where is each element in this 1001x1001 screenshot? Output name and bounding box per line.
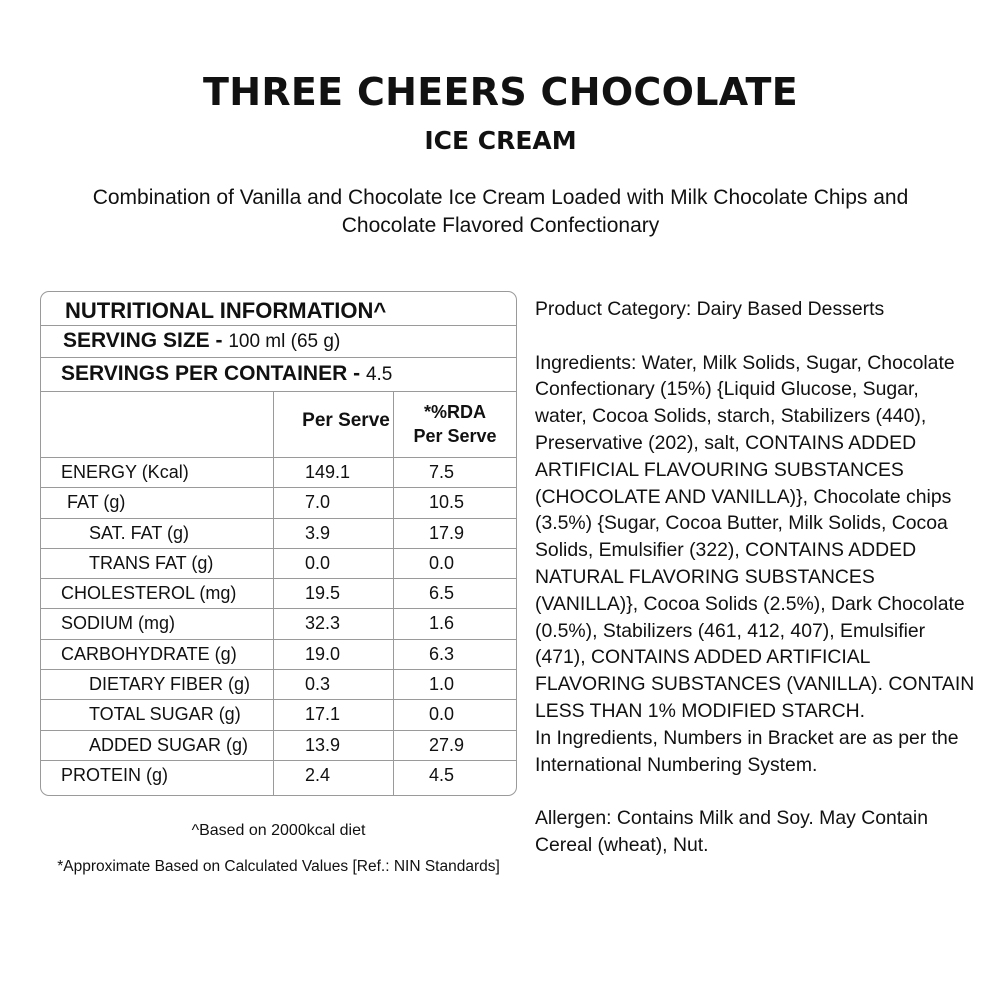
table-row: [41, 549, 516, 579]
table-row: [41, 700, 516, 730]
ins-note: In Ingredients, Numbers in Bracket are as per the International Numbering System.: [535, 726, 959, 776]
rda-value: 4.5: [429, 764, 455, 785]
rda-value: 27.9: [429, 734, 465, 755]
nutrition-rows: [41, 458, 516, 791]
per-serve-value: 19.5: [305, 583, 341, 604]
nutrient-label: DIETARY FIBER (g): [89, 674, 251, 695]
table-row: [41, 609, 516, 639]
product-category: Product Category: Dairy Based Desserts: [535, 298, 885, 320]
per-serve-value: 32.3: [305, 613, 341, 634]
allergen-text: Allergen: Contains Milk and Soy. May Contain Cereal (wheat), Nut.: [535, 807, 929, 856]
ingredients-text: Ingredients: Water, Milk Solids, Sugar, Chocolate Confectionary (15%) {Liquid Glucose, Sugar, water, Cocoa Solids, starch, Stabilizers (440), Preservative (202), salt, CONTAINS ADDED ARTIFICIAL FLAVOURING SUBSTANCES (CHOCOLATE AND VANILLA)}, Chocolate chips (3.5%) {Sugar, Cocoa Butter, Milk Solids, Cocoa Solids, Emulsifier (322), CONTAINS ADDED NATURAL FLAVORING SUBSTANCES (VANILLA)}, Cocoa Solids (2.5%), Dark Chocolate (0.5%), Stabilizers (461, 412, 407), Emulsifier (471), CONTAINS ADDED ARTIFICIAL FLAVORING SUBSTANCES (VANILLA). CONTAIN LESS THAN 1% MODIFIED STARCH.: [535, 351, 975, 722]
nutrient-label: SAT. FAT (g): [89, 522, 190, 543]
nutrient-label: CHOLESTEROL (mg): [61, 583, 237, 604]
nutrition-heading: NUTRITIONAL INFORMATION^: [65, 298, 387, 323]
per-serve-value: 2.4: [305, 764, 331, 785]
nutrient-label: FAT (g): [67, 492, 126, 513]
table-row: [41, 731, 516, 761]
per-serve-value: 19.0: [305, 643, 341, 664]
rda-value: 6.5: [429, 583, 455, 604]
per-serve-value: 13.9: [305, 734, 341, 755]
nutrient-label: CARBOHYDRATE (g): [61, 643, 237, 664]
column-header-row: [41, 392, 516, 458]
rda-value: 17.9: [429, 522, 465, 543]
rda-value: 0.0: [429, 552, 455, 573]
serving-size-row: [41, 326, 516, 358]
nutrient-label: TOTAL SUGAR (g): [89, 704, 241, 725]
nutrient-label: PROTEIN (g): [61, 764, 169, 785]
table-row: [41, 640, 516, 670]
nutrient-label: ENERGY (Kcal): [61, 462, 189, 482]
nutrient-label: ADDED SUGAR (g): [89, 734, 249, 755]
per-serve-value: 17.1: [305, 704, 341, 725]
serving-size-label: SERVING SIZE -: [63, 329, 223, 352]
table-row: [41, 519, 516, 549]
rda-header: [393, 400, 517, 448]
serving-size-value: 100 ml (65 g): [228, 331, 341, 352]
per-serve-header: Per Serve: [302, 410, 390, 431]
table-row: [41, 761, 516, 791]
product-subtitle: ICE CREAM: [424, 126, 577, 155]
per-serve-value: 149.1: [305, 462, 351, 482]
product-title: THREE CHEERS CHOCOLATE: [203, 70, 798, 114]
per-serve-value: 7.0: [305, 492, 331, 513]
nutrition-heading-row: [41, 292, 516, 326]
rda-value: 1.6: [429, 613, 455, 634]
servings-per-container-row: [41, 358, 516, 392]
nutrient-label: TRANS FAT (g): [89, 552, 214, 573]
product-details: [535, 296, 975, 859]
rda-value: 0.0: [429, 704, 455, 725]
per-serve-value: 0.0: [305, 552, 331, 573]
rda-header-line2: Per Serve: [413, 426, 497, 446]
nutrition-panel: [40, 291, 517, 796]
rda-header-line1: *%RDA: [423, 402, 486, 422]
per-serve-value: 3.9: [305, 522, 331, 543]
kcal-footnote: ^Based on 2000kcal diet: [191, 822, 366, 839]
rda-value: 7.5: [429, 462, 455, 482]
rda-value: 6.3: [429, 643, 455, 664]
approximation-footnote: *Approximate Based on Calculated Values [Ref.: NIN Standards]: [57, 858, 500, 875]
table-row: [41, 488, 516, 518]
table-row: [41, 579, 516, 609]
rda-value: 10.5: [429, 492, 465, 513]
table-row: [41, 458, 516, 488]
nutrient-label: SODIUM (mg): [61, 613, 175, 634]
servings-value: 4.5: [365, 364, 393, 385]
per-serve-value: 0.3: [305, 674, 331, 695]
rda-value: 1.0: [429, 674, 455, 695]
servings-label: SERVINGS PER CONTAINER -: [61, 362, 361, 385]
product-description: Combination of Vanilla and Chocolate Ice Cream Loaded with Milk Chocolate Chips and Chocolate Flavored Confectionary: [92, 186, 909, 237]
table-row: [41, 670, 516, 700]
